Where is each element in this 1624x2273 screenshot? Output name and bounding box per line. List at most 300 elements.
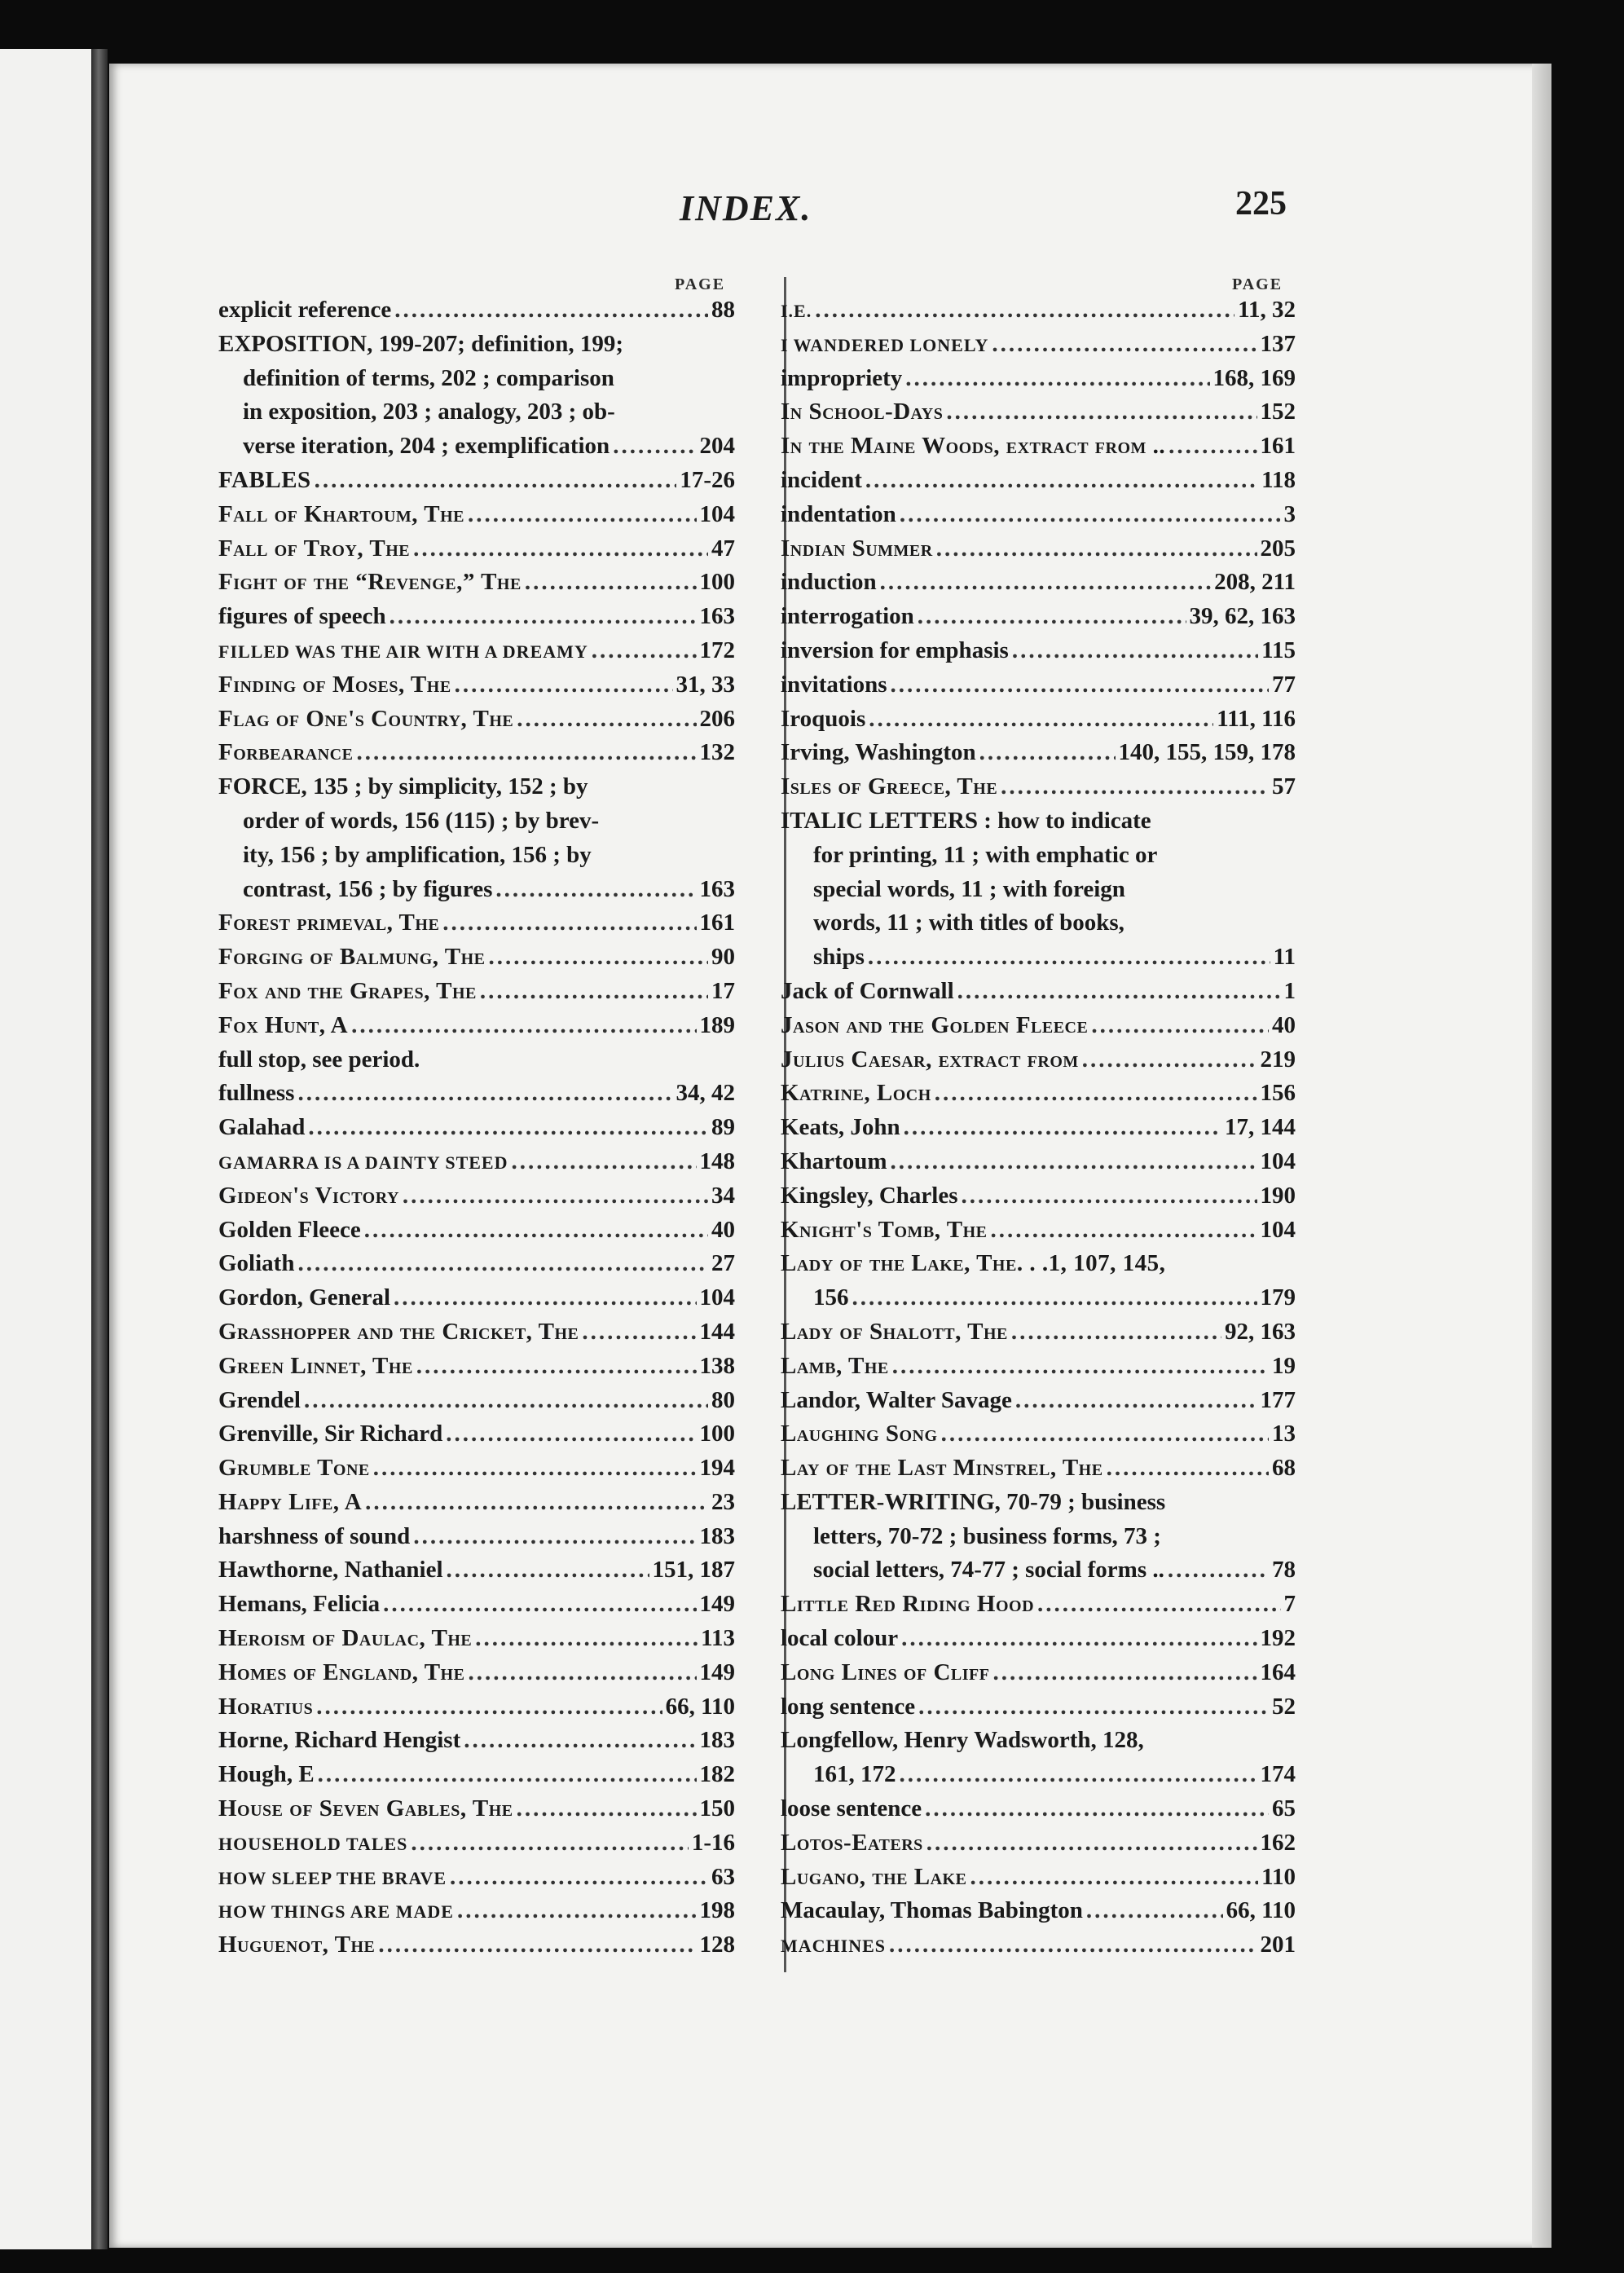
entry-page-ref: 156 bbox=[1260, 1080, 1296, 1107]
entry-term: loose sentence bbox=[781, 1795, 922, 1822]
index-entry bbox=[781, 293, 1296, 328]
index-entry bbox=[781, 1315, 1296, 1350]
dot-leader bbox=[411, 1826, 688, 1861]
entry-page-ref: 168, 169 bbox=[1212, 364, 1296, 391]
index-entry bbox=[218, 1758, 735, 1792]
dot-leader bbox=[992, 328, 1257, 362]
dot-leader bbox=[446, 1417, 696, 1451]
entry-page-ref: 7 bbox=[1283, 1591, 1296, 1618]
index-entry bbox=[781, 1179, 1296, 1214]
entry-term: Green Linnet, The bbox=[218, 1352, 413, 1379]
index-entry bbox=[781, 498, 1296, 532]
entry-page-ref: 161 bbox=[699, 910, 735, 936]
index-entry bbox=[781, 566, 1296, 600]
dot-leader bbox=[941, 1417, 1269, 1451]
entry-term: Irving, Washington bbox=[781, 739, 976, 766]
entry-page-ref: 66, 110 bbox=[665, 1693, 735, 1720]
index-entry bbox=[218, 1690, 735, 1725]
index-entry bbox=[781, 1417, 1296, 1451]
entry-term: harshness of sound bbox=[218, 1522, 411, 1549]
entry-term: Horne, Richard Hengist bbox=[218, 1727, 461, 1754]
entry-page-ref: 206 bbox=[699, 705, 735, 732]
index-entry-text: Longfellow, Henry Wadsworth, 128, bbox=[781, 1727, 1144, 1754]
entry-term: Gideon's Victory bbox=[218, 1182, 399, 1209]
entry-term: Forbearance bbox=[218, 739, 354, 766]
entry-page-ref: 190 bbox=[1260, 1182, 1296, 1209]
index-entry bbox=[218, 1179, 735, 1214]
index-entry bbox=[781, 1656, 1296, 1690]
entry-page-ref: 23 bbox=[711, 1488, 735, 1515]
index-entry bbox=[218, 975, 735, 1009]
entry-term: FABLES bbox=[218, 466, 311, 493]
entry-term: explicit reference bbox=[218, 297, 392, 323]
entry-page-ref: 40 bbox=[1272, 1011, 1296, 1038]
entry-term: Fight of the “Revenge,” The bbox=[218, 569, 522, 596]
page-column-label-left: PAGE bbox=[675, 275, 726, 293]
entry-page-ref: 163 bbox=[699, 875, 735, 902]
entry-page-ref: 52 bbox=[1272, 1693, 1296, 1720]
dot-leader bbox=[926, 1826, 1257, 1861]
entry-term: HOUSEHOLD TALES bbox=[218, 1833, 408, 1854]
index-entry bbox=[781, 532, 1296, 566]
entry-page-ref: 34, 42 bbox=[676, 1080, 735, 1107]
entry-term: Grenville, Sir Richard bbox=[218, 1421, 443, 1447]
entry-term: contrast, 156 ; by figures bbox=[243, 875, 493, 902]
index-entry-text: full stop, see period. bbox=[218, 1046, 420, 1073]
dot-leader bbox=[905, 362, 1209, 396]
dot-leader bbox=[495, 873, 696, 907]
entry-page-ref: 47 bbox=[711, 535, 735, 562]
dot-leader bbox=[517, 703, 696, 737]
entry-term: ships bbox=[813, 944, 865, 971]
dot-leader bbox=[962, 1179, 1257, 1214]
entry-term: Fall of Troy, The bbox=[218, 535, 411, 562]
entry-page-ref: 104 bbox=[699, 500, 735, 527]
index-entry bbox=[218, 293, 735, 328]
index-entry bbox=[218, 873, 735, 907]
previous-page-edge bbox=[0, 49, 96, 2249]
entry-term: Hawthorne, Nathaniel bbox=[218, 1557, 443, 1584]
entry-page-ref: 177 bbox=[1260, 1386, 1296, 1413]
entry-page-ref: 201 bbox=[1260, 1932, 1296, 1958]
entry-term: 156 bbox=[813, 1284, 849, 1311]
index-entry bbox=[218, 736, 735, 770]
entry-page-ref: 17, 144 bbox=[1225, 1114, 1296, 1141]
index-entry bbox=[218, 906, 735, 940]
index-entry bbox=[781, 940, 1296, 975]
entry-term: Flag of One's Country, The bbox=[218, 705, 514, 732]
index-entry bbox=[218, 1520, 735, 1554]
index-entry bbox=[781, 1214, 1296, 1248]
entry-page-ref: 182 bbox=[699, 1761, 735, 1788]
dot-leader bbox=[1086, 1894, 1223, 1928]
dot-leader bbox=[918, 1690, 1269, 1725]
dot-leader bbox=[880, 566, 1211, 600]
dot-leader bbox=[935, 1077, 1257, 1111]
index-entry bbox=[781, 1690, 1296, 1725]
index-entry-text: for printing, 11 ; with emphatic or bbox=[813, 841, 1158, 868]
index-entry bbox=[218, 1861, 735, 1895]
entry-page-ref: 11, 32 bbox=[1238, 297, 1296, 323]
page-column-label-right: PAGE bbox=[1232, 275, 1283, 293]
entry-page-ref: 137 bbox=[1260, 330, 1296, 357]
entry-page-ref: 164 bbox=[1260, 1658, 1296, 1685]
entry-term: Galahad bbox=[218, 1114, 306, 1141]
entry-page-ref: 17 bbox=[711, 977, 735, 1004]
index-entry-text: LETTER-WRITING, 70-79 ; business bbox=[781, 1488, 1166, 1515]
index-entry-text: in exposition, 203 ; analogy, 203 ; ob- bbox=[243, 399, 615, 425]
index-entry bbox=[781, 1350, 1296, 1384]
entry-term: Lugano, the Lake bbox=[781, 1863, 967, 1890]
entry-term: invitations bbox=[781, 671, 887, 698]
index-entry bbox=[218, 1792, 735, 1826]
index-entry bbox=[218, 1826, 735, 1861]
dot-leader bbox=[970, 1861, 1258, 1895]
index-entry bbox=[218, 1928, 735, 1962]
index-entry-text: Lady of the Lake, The. . .1, 107, 145, bbox=[781, 1250, 1166, 1277]
entry-page-ref: 104 bbox=[699, 1284, 735, 1311]
dot-leader bbox=[1012, 634, 1258, 668]
dot-leader bbox=[891, 668, 1269, 703]
index-entry bbox=[218, 1111, 735, 1145]
entry-term: Goliath bbox=[218, 1250, 295, 1277]
dot-leader bbox=[475, 1622, 698, 1656]
entry-page-ref: 189 bbox=[699, 1011, 735, 1038]
dot-leader bbox=[946, 395, 1257, 429]
index-entry bbox=[218, 1077, 735, 1111]
dot-leader bbox=[373, 1451, 697, 1486]
entry-term: I.E. bbox=[781, 301, 812, 321]
entry-term: I WANDERED LONELY bbox=[781, 334, 989, 355]
entry-term: Lamb, The bbox=[781, 1352, 889, 1379]
entry-term: impropriety bbox=[781, 364, 903, 391]
index-entry bbox=[218, 600, 735, 634]
index-entry-text: order of words, 156 (115) ; by brev- bbox=[243, 807, 600, 834]
index-entry bbox=[781, 668, 1296, 703]
index-entry bbox=[781, 1588, 1296, 1622]
dot-leader bbox=[517, 1792, 697, 1826]
entry-page-ref: 1 bbox=[1283, 977, 1296, 1004]
entry-page-ref: 204 bbox=[699, 433, 735, 460]
entry-page-ref: 192 bbox=[1260, 1625, 1296, 1652]
dot-leader bbox=[852, 1281, 1257, 1315]
dot-leader bbox=[1011, 1315, 1221, 1350]
entry-page-ref: 183 bbox=[699, 1522, 735, 1549]
entry-term: Lay of the Last Minstrel, The bbox=[781, 1455, 1103, 1482]
entry-page-ref: 104 bbox=[1260, 1216, 1296, 1243]
index-entry bbox=[218, 1247, 735, 1281]
index-entry bbox=[781, 1009, 1296, 1043]
index-entry bbox=[218, 429, 735, 464]
entry-page-ref: 17-26 bbox=[680, 466, 735, 493]
dot-leader bbox=[403, 1179, 708, 1214]
index-entry bbox=[781, 1826, 1296, 1861]
index-entry-text: letters, 70-72 ; business forms, 73 ; bbox=[813, 1522, 1161, 1549]
index-entry bbox=[218, 1384, 735, 1418]
dot-leader bbox=[308, 1111, 708, 1145]
dot-leader bbox=[447, 1553, 649, 1588]
entry-page-ref: 3 bbox=[1283, 500, 1296, 527]
page-number: 225 bbox=[1235, 185, 1287, 222]
index-entry bbox=[781, 770, 1296, 804]
dot-leader bbox=[413, 532, 708, 566]
entry-term: social letters, 74-77 ; social forms .. bbox=[813, 1557, 1164, 1584]
entry-page-ref: 138 bbox=[699, 1352, 735, 1379]
dot-leader bbox=[889, 1928, 1257, 1962]
page-edge bbox=[1532, 64, 1551, 2248]
dot-leader bbox=[356, 736, 696, 770]
index-entry bbox=[781, 1928, 1296, 1962]
index-entry-text: special words, 11 ; with foreign bbox=[813, 875, 1125, 902]
index-entry bbox=[218, 566, 735, 600]
dot-leader bbox=[413, 1520, 696, 1554]
index-entry bbox=[218, 634, 735, 668]
index-entry bbox=[781, 975, 1296, 1009]
entry-page-ref: 205 bbox=[1260, 535, 1296, 562]
entry-page-ref: 92, 163 bbox=[1225, 1318, 1296, 1345]
dot-leader bbox=[592, 634, 697, 668]
index-entry bbox=[218, 1894, 735, 1928]
dot-leader bbox=[316, 1690, 662, 1725]
dot-leader bbox=[364, 1214, 708, 1248]
index-entry bbox=[781, 1758, 1296, 1792]
dot-leader bbox=[990, 1214, 1257, 1248]
dot-leader bbox=[442, 906, 696, 940]
entry-term: Jason and the Golden Fleece bbox=[781, 1011, 1089, 1038]
dot-leader bbox=[815, 293, 1235, 328]
entry-page-ref: 113 bbox=[701, 1625, 735, 1652]
entry-page-ref: 40 bbox=[711, 1216, 735, 1243]
entry-page-ref: 13 bbox=[1272, 1421, 1296, 1447]
index-entry bbox=[218, 1009, 735, 1043]
entry-page-ref: 172 bbox=[699, 637, 735, 663]
entry-term: interrogation bbox=[781, 603, 914, 630]
running-head: INDEX. bbox=[680, 188, 812, 228]
dot-leader bbox=[416, 1350, 697, 1384]
index-entry bbox=[781, 1861, 1296, 1895]
index-entry bbox=[781, 1622, 1296, 1656]
dot-leader bbox=[992, 1656, 1257, 1690]
entry-term: Fox Hunt, A bbox=[218, 1011, 349, 1038]
entry-page-ref: 194 bbox=[699, 1455, 735, 1482]
dot-leader bbox=[450, 1861, 708, 1895]
dot-leader bbox=[1107, 1451, 1269, 1486]
entry-term: Katrine, Loch bbox=[781, 1080, 931, 1107]
entry-page-ref: 118 bbox=[1261, 466, 1296, 493]
entry-term: long sentence bbox=[781, 1693, 916, 1720]
index-entry bbox=[218, 498, 735, 532]
dot-leader bbox=[297, 1247, 708, 1281]
entry-page-ref: 57 bbox=[1272, 773, 1296, 800]
entry-term: Homes of England, The bbox=[218, 1658, 465, 1685]
dot-leader bbox=[1168, 429, 1257, 464]
index-entry-text: EXPOSITION, 199-207; definition, 199; bbox=[218, 330, 624, 357]
entry-page-ref: 174 bbox=[1260, 1761, 1296, 1788]
entry-term: Golden Fleece bbox=[218, 1216, 361, 1243]
entry-term: Huguenot, The bbox=[218, 1932, 376, 1958]
entry-term: Indian Summer bbox=[781, 535, 933, 562]
book-spine bbox=[91, 49, 108, 2249]
entry-page-ref: 128 bbox=[699, 1932, 735, 1958]
dot-leader bbox=[457, 1894, 697, 1928]
entry-page-ref: 31, 33 bbox=[676, 671, 735, 698]
index-entry bbox=[781, 429, 1296, 464]
entry-term: In the Maine Woods, extract from .. bbox=[781, 433, 1166, 460]
index-entry-text: FORCE, 135 ; by simplicity, 152 ; by bbox=[218, 773, 588, 800]
entry-term: GAMARRA IS A DAINTY STEED bbox=[218, 1152, 508, 1173]
entry-page-ref: 39, 62, 163 bbox=[1189, 603, 1296, 630]
entry-term: 161, 172 bbox=[813, 1761, 896, 1788]
dot-leader bbox=[936, 532, 1257, 566]
index-entry bbox=[781, 736, 1296, 770]
entry-term: Gordon, General bbox=[218, 1284, 391, 1311]
dot-leader bbox=[464, 1724, 696, 1758]
entry-term: Fox and the Grapes, The bbox=[218, 977, 477, 1004]
dot-leader bbox=[511, 1145, 696, 1179]
index-entry bbox=[781, 703, 1296, 737]
dot-leader bbox=[582, 1315, 696, 1350]
dot-leader bbox=[383, 1588, 696, 1622]
dot-leader bbox=[351, 1009, 696, 1043]
index-column-left bbox=[218, 293, 735, 1962]
entry-term: Khartoum bbox=[781, 1148, 887, 1174]
index-entry bbox=[781, 1384, 1296, 1418]
entry-page-ref: 149 bbox=[699, 1658, 735, 1685]
dot-leader bbox=[1015, 1384, 1257, 1418]
entry-term: Forest primeval, The bbox=[218, 910, 440, 936]
index-entry bbox=[218, 1486, 735, 1520]
dot-leader bbox=[869, 703, 1213, 737]
entry-page-ref: 111, 116 bbox=[1217, 705, 1296, 732]
entry-page-ref: 110 bbox=[1261, 1863, 1296, 1890]
entry-page-ref: 161 bbox=[1260, 433, 1296, 460]
entry-term: indentation bbox=[781, 500, 896, 527]
entry-term: Forging of Balmung, The bbox=[218, 944, 486, 971]
entry-page-ref: 19 bbox=[1272, 1352, 1296, 1379]
dot-leader bbox=[1001, 770, 1269, 804]
index-entry bbox=[781, 1281, 1296, 1315]
index-entry bbox=[781, 634, 1296, 668]
entry-page-ref: 144 bbox=[699, 1318, 735, 1345]
entry-term: Grumble Tone bbox=[218, 1455, 370, 1482]
index-entry bbox=[218, 668, 735, 703]
dot-leader bbox=[525, 566, 697, 600]
entry-page-ref: 219 bbox=[1260, 1046, 1296, 1073]
dot-leader bbox=[378, 1928, 696, 1962]
index-entry bbox=[781, 1077, 1296, 1111]
index-entry-text: words, 11 ; with titles of books, bbox=[813, 910, 1124, 936]
index-entry bbox=[781, 1111, 1296, 1145]
entry-term: incident bbox=[781, 466, 862, 493]
entry-page-ref: 78 bbox=[1272, 1557, 1296, 1584]
entry-page-ref: 11 bbox=[1273, 944, 1296, 971]
index-entry bbox=[781, 1553, 1296, 1588]
index-entry-text: ITALIC LETTERS : how to indicate bbox=[781, 807, 1151, 834]
entry-page-ref: 115 bbox=[1261, 637, 1296, 663]
dot-leader bbox=[297, 1077, 672, 1111]
entry-term: In School-Days bbox=[781, 399, 944, 425]
entry-term: Laughing Song bbox=[781, 1421, 938, 1447]
entry-page-ref: 132 bbox=[699, 739, 735, 766]
dot-leader bbox=[979, 736, 1116, 770]
dot-leader bbox=[900, 1758, 1257, 1792]
entry-page-ref: 151, 187 bbox=[652, 1557, 735, 1584]
entry-term: figures of speech bbox=[218, 603, 386, 630]
entry-term: MACHINES bbox=[781, 1936, 887, 1957]
index-entry bbox=[218, 1451, 735, 1486]
entry-page-ref: 208, 211 bbox=[1214, 569, 1296, 596]
entry-page-ref: 80 bbox=[711, 1386, 735, 1413]
entry-term: Finding of Moses, The bbox=[218, 671, 451, 698]
entry-page-ref: 179 bbox=[1260, 1284, 1296, 1311]
entry-term: Little Red Riding Hood bbox=[781, 1591, 1035, 1618]
entry-page-ref: 140, 155, 159, 178 bbox=[1118, 739, 1296, 766]
entry-term: fullness bbox=[218, 1080, 295, 1107]
index-entry bbox=[218, 464, 735, 498]
entry-page-ref: 148 bbox=[699, 1148, 735, 1174]
entry-term: Isles of Greece, The bbox=[781, 773, 998, 800]
entry-page-ref: 66, 110 bbox=[1226, 1897, 1296, 1924]
entry-page-ref: 77 bbox=[1272, 671, 1296, 698]
entry-term: HOW THINGS ARE MADE bbox=[218, 1901, 454, 1923]
dot-leader bbox=[900, 498, 1281, 532]
dot-leader bbox=[904, 1111, 1221, 1145]
entry-page-ref: 27 bbox=[711, 1250, 735, 1277]
entry-term: verse iteration, 204 ; exemplification bbox=[243, 433, 610, 460]
entry-page-ref: 68 bbox=[1272, 1455, 1296, 1482]
entry-term: Grendel bbox=[218, 1386, 301, 1413]
index-entry bbox=[218, 1214, 735, 1248]
entry-term: inversion for emphasis bbox=[781, 637, 1009, 663]
entry-term: House of Seven Gables, The bbox=[218, 1795, 513, 1822]
index-entry bbox=[781, 395, 1296, 429]
dot-leader bbox=[957, 975, 1281, 1009]
dot-leader bbox=[891, 1145, 1257, 1179]
dot-leader bbox=[613, 429, 696, 464]
dot-leader bbox=[892, 1350, 1269, 1384]
dot-leader bbox=[1037, 1588, 1280, 1622]
entry-term: Landor, Walter Savage bbox=[781, 1386, 1012, 1413]
entry-term: local colour bbox=[781, 1625, 899, 1652]
entry-page-ref: 198 bbox=[699, 1897, 735, 1924]
dot-leader bbox=[304, 1384, 708, 1418]
dot-leader bbox=[1168, 1553, 1269, 1588]
entry-page-ref: 100 bbox=[699, 1421, 735, 1447]
entry-page-ref: 150 bbox=[699, 1795, 735, 1822]
dot-leader bbox=[489, 940, 709, 975]
entry-page-ref: 152 bbox=[1260, 399, 1296, 425]
entry-page-ref: 89 bbox=[711, 1114, 735, 1141]
entry-term: Kingsley, Charles bbox=[781, 1182, 958, 1209]
dot-leader bbox=[918, 600, 1186, 634]
index-entry bbox=[218, 1724, 735, 1758]
entry-page-ref: 163 bbox=[699, 603, 735, 630]
index-entry bbox=[218, 1145, 735, 1179]
index-entry bbox=[781, 600, 1296, 634]
entry-term: Horatius bbox=[218, 1693, 314, 1720]
dot-leader bbox=[315, 464, 677, 498]
entry-term: Jack of Cornwall bbox=[781, 977, 954, 1004]
index-entry bbox=[781, 328, 1296, 362]
index-entry bbox=[781, 1894, 1296, 1928]
entry-term: Heroism of Daulac, The bbox=[218, 1625, 473, 1652]
dot-leader bbox=[389, 600, 697, 634]
entry-page-ref: 162 bbox=[1260, 1829, 1296, 1856]
index-entry-text: ity, 156 ; by amplification, 156 ; by bbox=[243, 841, 592, 868]
entry-term: Iroquois bbox=[781, 705, 866, 732]
index-entry bbox=[218, 1315, 735, 1350]
index-column-right bbox=[781, 293, 1296, 1962]
